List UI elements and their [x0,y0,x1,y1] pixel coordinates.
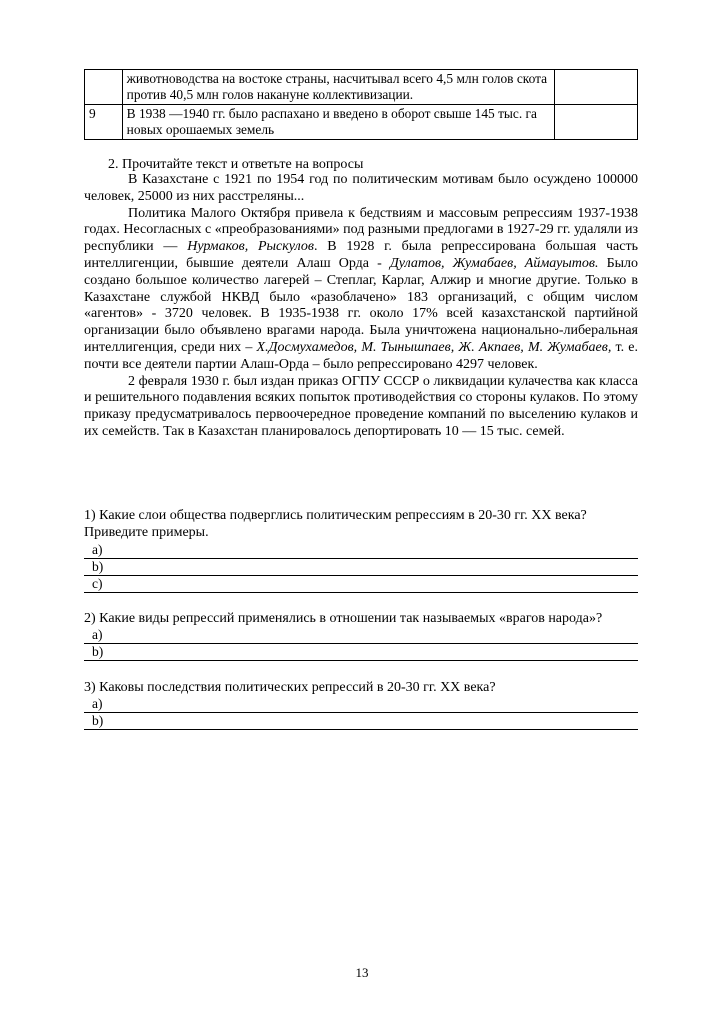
reading-text [84,172,638,441]
answer-line[interactable] [84,559,638,576]
question-2: 2) Какие виды репрессий применялись в отношении так называемых «врагов народа»? [84,611,603,626]
table-cell-number [85,70,123,105]
answer-label: a) [92,696,103,711]
table-cell-text: В 1938 —1940 гг. было распахано и введено в оборот свыше 145 тыс. га новых орошаемых земель [122,105,555,140]
answer-line[interactable] [84,644,638,661]
table-cell-answer [555,105,638,140]
text-run: Было создано большое количество лагерей – Степлаг, Карлаг, Алжир и многие другие. Только в Казахстане службой НКВД было «разоблачено» 183 организаций, с общим числом «агентов» - 3720 человек. В 1935-1938 гг. около 17% всей казахстанской партийной организации было объявлено врагами народа. Была уничтожена национально-либеральная интеллигенция, среди них – [84,255,639,355]
italic-names: Х.Досмухамедов, М. Тынышпаев, Ж. Акпаев, М. Жумабаев, [256,339,612,355]
table-cell-text: животноводства на востоке страны, насчитывал всего 4,5 млн голов скота против 40,5 млн голов накануне коллективизации. [122,70,555,105]
text-run: . В 1928 г. была репрессирована большая часть интеллигенции, бывшие деятели Алаш Орда - [84,239,638,271]
answer-line[interactable] [84,576,638,593]
paragraph: 2 февраля 1930 г. был издан приказ ОГПУ СССР о ликвидации кулачества как класса и решительного подавления всяких попыток противодействия со стороны кулаков. По этому приказу предусматривалось первоочередное проведение компаний по выселению кулаков и их семейств. Так в Казахстан планировалось депортировать 10 — 15 тыс. семей. [84,373,638,439]
answer-label: c) [92,576,103,591]
answer-label: a) [92,542,103,557]
italic-names: Дулатов, Жумабаев, Аймауытов. [389,255,599,271]
paragraph [84,206,638,374]
answer-label: b) [92,559,104,574]
page-number: 13 [355,965,369,980]
text-run: Политика Малого Октября привела к бедствиям и массовым репрессиям 1937-1938 годах. Несогласных с «преобразованиями» под разными предлогами в 1927-29 гг. удаляли из республики — [84,205,639,255]
table-row [85,70,638,105]
text-run: т. е. почти все деятели партии Алаш-Орда – было репрессировано 4297 человек. [84,339,638,372]
answer-label: b) [92,644,104,659]
italic-names: Нурмаков, Рыскулов [187,239,314,255]
section-title: 2. Прочитайте текст и ответьте на вопросы [108,157,364,172]
question-3: 3) Каковы последствия политических репрессий в 20-30 гг. XX века? [84,680,496,695]
answer-line[interactable] [84,627,638,644]
question-1: 1) Какие слои общества подверглись политическим репрессиям в 20-30 гг. XX века? Приведите примеры. [84,508,587,540]
paragraph: В Казахстане с 1921 по 1954 год по политическим мотивам было осуждено 100000 человек, 25000 из них расстреляны... [84,172,638,204]
table-cell-number: 9 [85,105,123,140]
answer-line[interactable] [84,713,638,730]
answer-line[interactable] [84,542,638,559]
facts-table [84,69,638,140]
answer-label: b) [92,713,104,728]
answer-line[interactable] [84,696,638,713]
answer-label: a) [92,627,103,642]
table-row [85,105,638,140]
table-cell-answer [555,70,638,105]
